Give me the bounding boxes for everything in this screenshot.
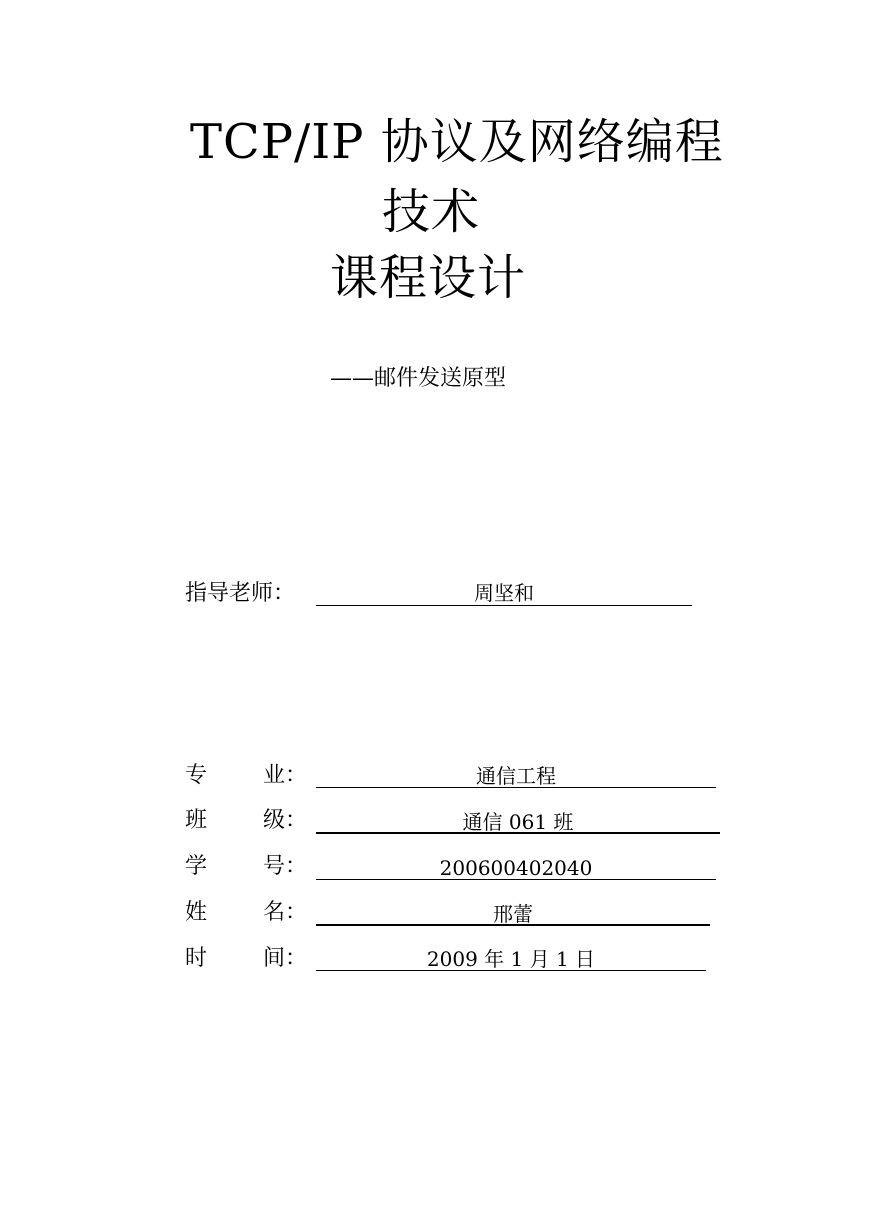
class-label-char-2: 级： xyxy=(263,808,308,833)
class-underline xyxy=(316,832,720,834)
advisor-value: 周坚和 xyxy=(474,581,534,605)
student-id-label-char-2: 号： xyxy=(263,854,308,879)
student-id-label-char-1: 学 xyxy=(185,854,208,879)
class-value: 通信 061 班 xyxy=(462,810,574,834)
name-label-char-1: 姓 xyxy=(185,900,208,925)
date-value: 2009 年 1 月 1 日 xyxy=(426,947,596,971)
title-line-1: TCP/IP 协议及网络编程 xyxy=(190,114,724,170)
name-label-char-2: 名： xyxy=(263,900,308,925)
date-underline xyxy=(316,970,706,971)
major-label-char-1: 专 xyxy=(185,763,208,788)
name-value: 邢蕾 xyxy=(493,902,533,926)
major-label-char-2: 业： xyxy=(263,763,308,788)
title-line-3: 课程设计 xyxy=(330,250,527,306)
date-label-char-2: 间： xyxy=(263,946,308,971)
student-id-underline xyxy=(316,879,716,880)
class-label-char-1: 班 xyxy=(185,808,208,833)
subtitle: ——邮件发送原型 xyxy=(330,366,507,391)
student-id-value: 200600402040 xyxy=(439,856,593,880)
name-underline xyxy=(316,924,710,926)
advisor-underline xyxy=(316,605,692,606)
major-underline xyxy=(316,787,716,788)
date-label-char-1: 时 xyxy=(185,946,208,971)
major-value: 通信工程 xyxy=(476,764,556,788)
title-line-2: 技术 xyxy=(382,184,481,240)
advisor-label: 指导老师： xyxy=(185,581,296,606)
